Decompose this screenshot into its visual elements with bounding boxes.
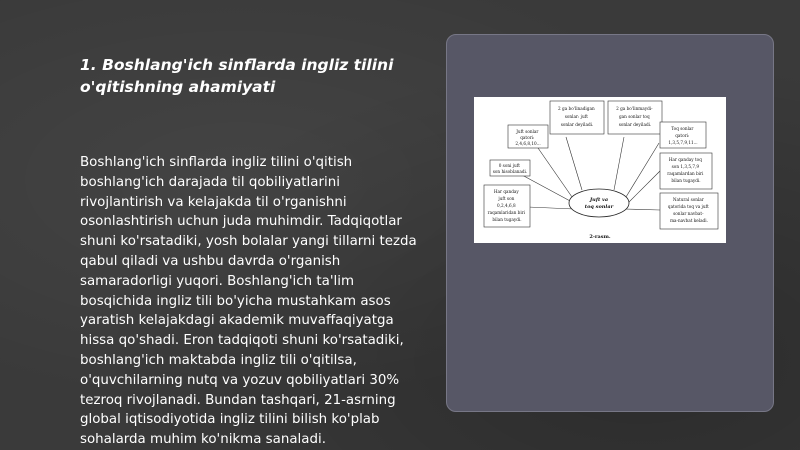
box-top-left-text: 2 ga bo'linadigan sonlar: juft sonlar deyiladi.	[558, 106, 595, 127]
box-right-mid-text: Har qanday toq son 1,3,5,7,9 raqamlardan biri bilan tugaydi.	[667, 157, 704, 183]
diagram-svg	[474, 97, 726, 243]
box-left-mid-text: 0 soni juft son hisoblanadi.	[492, 163, 528, 174]
slide-paragraph: Boshlang'ich sinflarda ingliz tilini o'qitish boshlang'ich darajada til qobiliyatlarini rivojlantirish va kelajakda til o'rganishni osonlashtirish uchun juda muhimdir. Tadqiqotlar shuni ko'rsatadiki, yosh bolalar yangi tillarni tezda qabul qiladi va ushbu davrda o'rganish samaradorligi yuqori. Boshlang'ich ta'lim bosqichida ingliz tili bo'yicha mustahkam asos yaratish kelajakdagi akademik muvaffaqiyatga hissa qo'shadi. Eron tadqiqoti shuni ko'rsatadiki, boshlang'ich maktabda ingliz tili o'qitilsa, o'quvchilarning nutq va yozuv qobiliyatlari 30% tezroq rivojlanadi. Bundan tashqari, 21-asrning global iqtisodiyotida ingliz tilini bilish ko'plab sohalarda muhim ko'nikma sanaladi.	[80, 155, 417, 448]
box-left-upper-text: Juft sonlar qatori: 2,4,6,8,10...	[515, 129, 541, 146]
box-right-lower-text: Natural sonlar qatorida toq va juft sonlar navbat- ma-navbat keladi.	[667, 197, 709, 223]
figure-caption: 2-rasm.	[589, 234, 611, 240]
center-oval	[569, 189, 629, 217]
box-top-right-text: 2 ga bo'linmaydi- gan sonlar toq sonlar deyiladi.	[616, 106, 653, 127]
center-label-2: toq sonlar	[584, 204, 614, 210]
diagram-figure	[474, 97, 726, 243]
box-right-upper-text: Toq sonlar qatori: 1,3,5,7,9,11...	[668, 126, 698, 145]
slide-title: 1. Boshlang'ich sinflarda ingliz tilini o'qitishning ahamiyati	[80, 56, 394, 96]
box-left-lower-text: Har qanday juft son 0,2,4,6,8 raqamlaridan biri bilan tugaydi.	[487, 189, 526, 222]
center-label-1: Juft va	[589, 197, 609, 203]
